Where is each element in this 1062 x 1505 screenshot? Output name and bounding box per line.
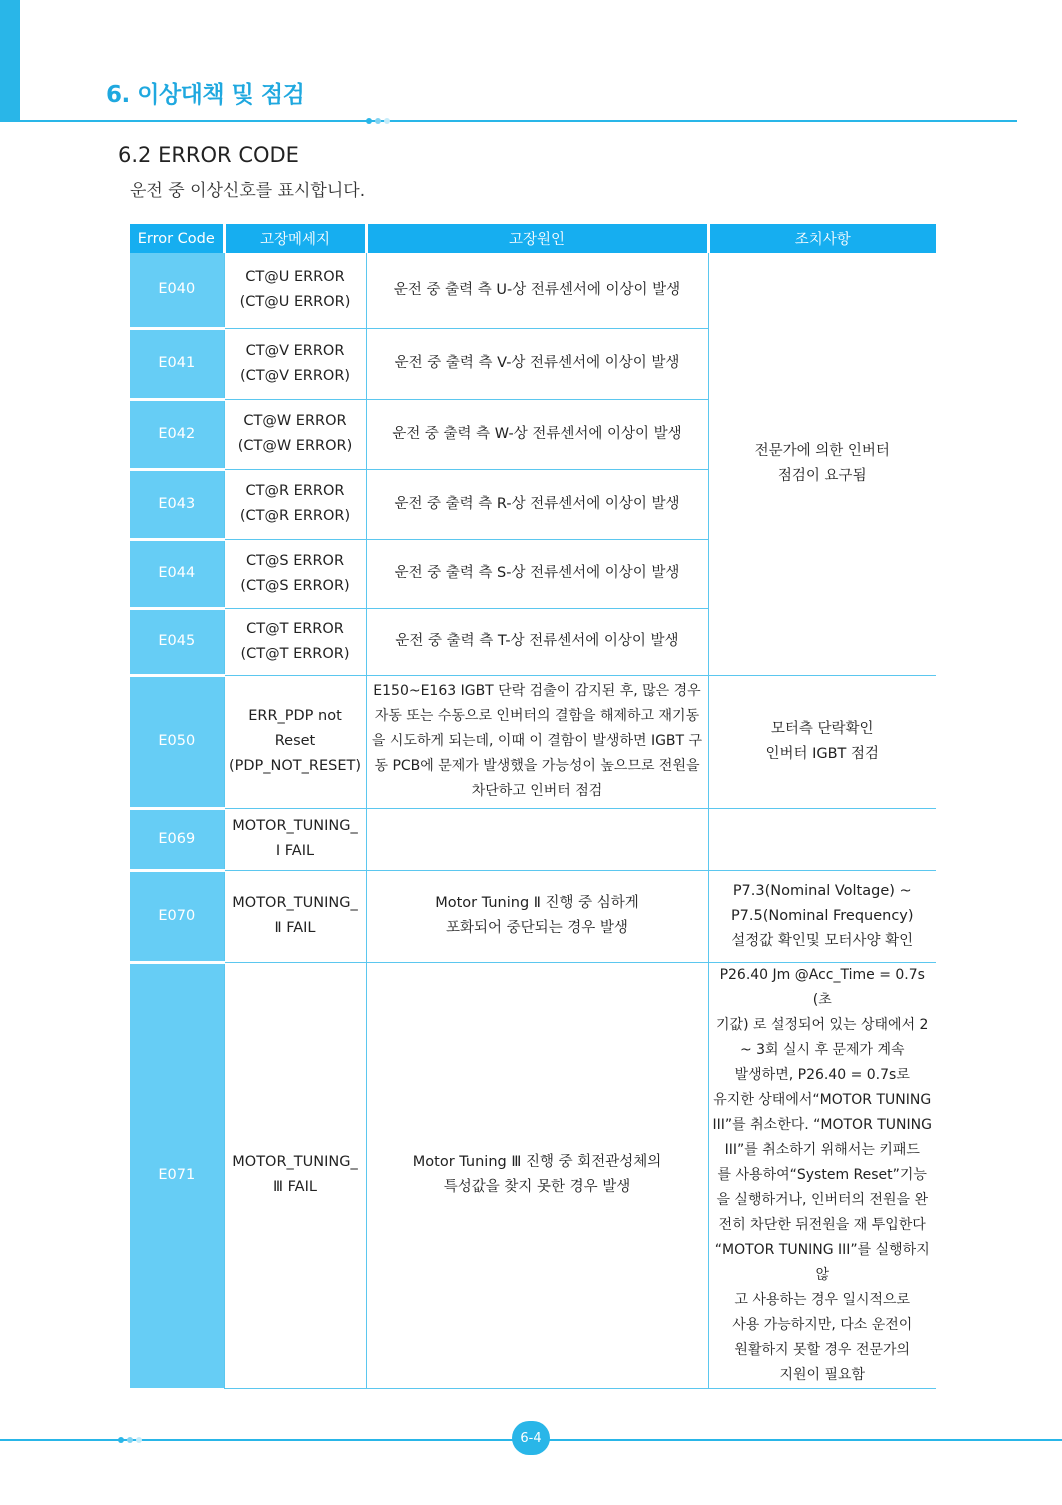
error-action-cell bbox=[708, 808, 936, 870]
header-rule bbox=[20, 120, 1017, 122]
error-cause-cell: 운전 중 출력 측 V-상 전류센서에 이상이 발생 bbox=[366, 328, 708, 399]
error-code-table bbox=[130, 224, 936, 1389]
error-cause-cell: 운전 중 출력 측 S-상 전류센서에 이상이 발생 bbox=[366, 539, 708, 608]
chapter-title: 6. 이상대책 및 점검 bbox=[106, 82, 305, 108]
header-message: 고장메세지 bbox=[224, 224, 366, 253]
error-code-cell: E042 bbox=[130, 399, 224, 469]
table-row bbox=[130, 675, 936, 808]
error-cause-cell: 운전 중 출력 측 W-상 전류센서에 이상이 발생 bbox=[366, 399, 708, 469]
error-cause-cell: E150~E163 IGBT 단락 검출이 감지된 후, 많은 경우 자동 또는 수동으로 인버터의 결함을 해제하고 재기동 을 시도하게 되는데, 이때 이 결함이 발생하면 IGBT 구 동 PCB에 문제가 발생했을 가능성이 높으므로 전원을 차단하고 인버터 점검 bbox=[366, 675, 708, 808]
header-dots-decoration bbox=[366, 118, 390, 124]
error-message-cell: ERR_PDP not Reset (PDP_NOT_RESET) bbox=[224, 675, 366, 808]
error-code-cell: E050 bbox=[130, 675, 224, 808]
error-cause-cell: 운전 중 출력 측 R-상 전류센서에 이상이 발생 bbox=[366, 469, 708, 539]
error-code-cell: E069 bbox=[130, 808, 224, 870]
table-row bbox=[130, 962, 936, 1388]
table-header-row bbox=[130, 224, 936, 253]
header-cause: 고장원인 bbox=[366, 224, 708, 253]
table-row bbox=[130, 808, 936, 870]
error-code-cell: E071 bbox=[130, 962, 224, 1388]
error-message-cell: CT@R ERROR (CT@R ERROR) bbox=[224, 469, 366, 539]
error-cause-cell bbox=[366, 808, 708, 870]
section-description: 운전 중 이상신호를 표시합니다. bbox=[130, 181, 366, 201]
table-row bbox=[130, 870, 936, 962]
error-message-cell: CT@U ERROR (CT@U ERROR) bbox=[224, 253, 366, 328]
side-accent-bar bbox=[0, 0, 20, 122]
page-number-badge: 6-4 bbox=[512, 1421, 550, 1455]
error-message-cell: CT@T ERROR (CT@T ERROR) bbox=[224, 608, 366, 675]
error-message-cell: CT@S ERROR (CT@S ERROR) bbox=[224, 539, 366, 608]
error-message-cell: CT@W ERROR (CT@W ERROR) bbox=[224, 399, 366, 469]
error-code-cell: E044 bbox=[130, 539, 224, 608]
error-message-cell: MOTOR_TUNING_ Ⅱ FAIL bbox=[224, 870, 366, 962]
header-action: 조치사항 bbox=[708, 224, 936, 253]
error-action-cell: 모터측 단락확인 인버터 IGBT 점검 bbox=[708, 675, 936, 808]
error-cause-cell: Motor Tuning Ⅲ 진행 중 회전관성체의 특성값을 찾지 못한 경우 발생 bbox=[366, 962, 708, 1388]
error-code-cell: E041 bbox=[130, 328, 224, 399]
footer-dots-decoration bbox=[118, 1437, 142, 1443]
table-row bbox=[130, 253, 936, 328]
error-code-cell: E040 bbox=[130, 253, 224, 328]
error-message-cell: MOTOR_TUNING_ Ⅲ FAIL bbox=[224, 962, 366, 1388]
error-action-cell: P7.3(Nominal Voltage) ~ P7.5(Nominal Frequency) 설정값 확인및 모터사양 확인 bbox=[708, 870, 936, 962]
section-title: 6.2 ERROR CODE bbox=[118, 143, 299, 167]
error-message-cell: CT@V ERROR (CT@V ERROR) bbox=[224, 328, 366, 399]
error-code-cell: E043 bbox=[130, 469, 224, 539]
error-code-cell: E070 bbox=[130, 870, 224, 962]
error-cause-cell: Motor Tuning Ⅱ 진행 중 심하게 포화되어 중단되는 경우 발생 bbox=[366, 870, 708, 962]
error-message-cell: MOTOR_TUNING_ Ⅰ FAIL bbox=[224, 808, 366, 870]
error-code-cell: E045 bbox=[130, 608, 224, 675]
error-cause-cell: 운전 중 출력 측 T-상 전류센서에 이상이 발생 bbox=[366, 608, 708, 675]
header-error-code: Error Code bbox=[130, 224, 224, 253]
error-action-cell: P26.40 Jm @Acc_Time = 0.7s (초 기값) 로 설정되어 있는 상태에서 2 ~ 3회 실시 후 문제가 계속 발생하면, P26.40 = 0.7s로 유지한 상태에서“MOTOR TUNING III”를 취소한다. “MOTOR TUNING III”를 취소하기 위해서는 키패드 를 사용하여“System Reset”기능 을 실행하거나, 인버터의 전원을 완 전히 차단한 뒤전원을 재 투입한다 “MOTOR TUNING III”를 실행하지 않 고 사용하는 경우 일시적으로 사용 가능하지만, 다소 운전이 원활하지 못할 경우 전문가의 지원이 필요함 bbox=[708, 962, 936, 1388]
error-cause-cell: 운전 중 출력 측 U-상 전류센서에 이상이 발생 bbox=[366, 253, 708, 328]
merged-action-cell: 전문가에 의한 인버터 점검이 요구됨 bbox=[708, 253, 936, 675]
